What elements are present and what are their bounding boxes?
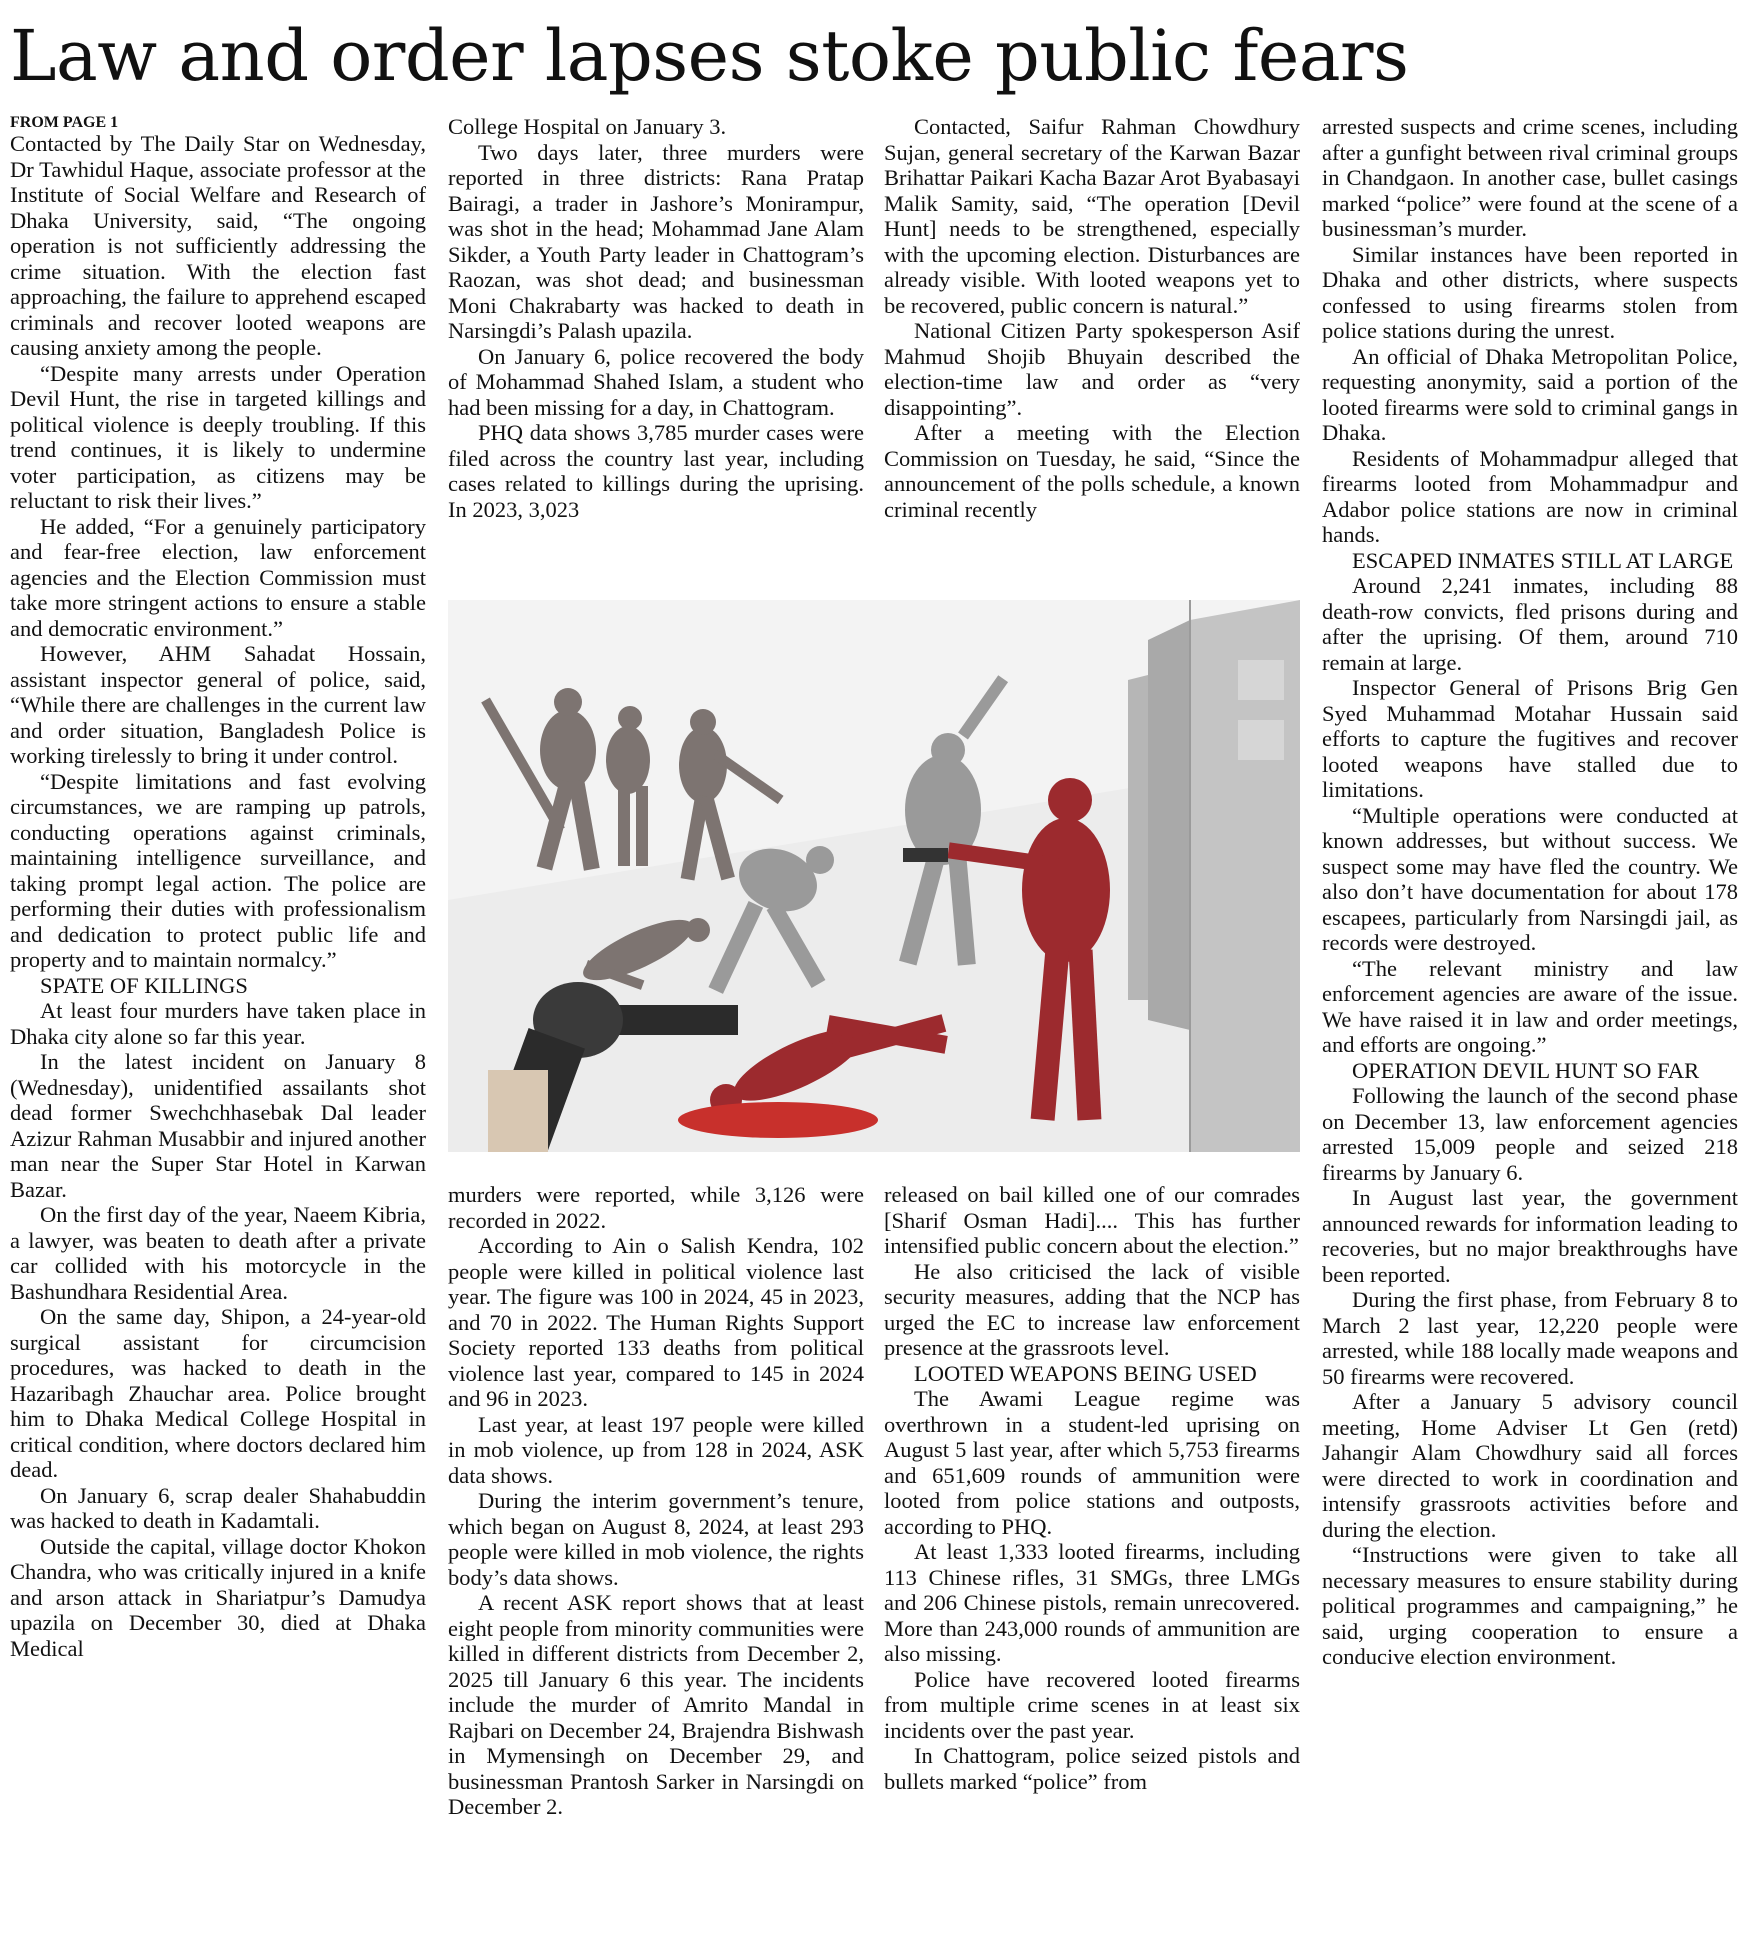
paragraph: On the first day of the year, Naeem Kibria, a lawyer, was beaten to death after a private car collided with his motorcycle in the Bashundhara Residential Area. <box>10 1202 426 1304</box>
paragraph: Similar instances have been reported in Dhaka and other districts, where suspects confessed to using firearms stolen from police stations during the unrest. <box>1322 241 1738 343</box>
paragraph: During the interim government’s tenure, which began on August 8, 2024, at least 293 people were killed in mob violence, the rights body’s data shows. <box>448 1488 864 1590</box>
paragraph: The Awami League regime was overthrown in a student-led uprising on August 5 last year, after which 5,753 firearms and 651,609 rounds of ammunition were looted from police stations and outposts, according to PHQ. <box>884 1386 1300 1539</box>
paragraph: In Chattogram, police seized pistols and bullets marked “police” from <box>884 1743 1300 1794</box>
paragraph: He added, “For a genuinely participatory and fear-free election, law enforcement agencies and the Election Commission must take more stringent actions to ensure a stable and democratic environment.” <box>10 513 426 641</box>
illustration-svg <box>448 600 1300 1152</box>
headline: Law and order lapses stoke public fears <box>10 15 1409 97</box>
paragraph: PHQ data shows 3,785 murder cases were filed across the country last year, including cases related to killings during the uprising. In 2023, 3,023 <box>448 420 864 522</box>
crime-scene-illustration <box>448 600 1300 1152</box>
paragraph: A recent ASK report shows that at least eight people from minority communities were killed in different districts from December 2, 2025 till January 6 this year. The incidents include the murder of Amrito Mandal in Rajbari on December 24, Brajendra Bishwash in Mymensingh on December 29, and businessman Prantosh Sarker in Narsingdi on December 2. <box>448 1590 864 1819</box>
paragraph: Last year, at least 197 people were killed in mob violence, up from 128 in 2024, ASK data shows. <box>448 1411 864 1488</box>
paragraph: Two days later, three murders were reported in three districts: Rana Pratap Bairagi, a trader in Jashore’s Monirampur, was shot in the head; Mohammad Jane Alam Sikder, a Youth Party leader in Chattogram’s Raozan, was shot dead; and businessman Moni Chakrabarty was hacked to death in Narsingdi’s Palash upazila. <box>448 139 864 343</box>
paragraph: According to Ain o Salish Kendra, 102 people were killed in political violence last year. The figure was 100 in 2024, 45 in 2023, and 70 in 2022. The Human Rights Support Society reported 133 deaths from political violence last year, compared to 145 in 2024 and 96 in 2023. <box>448 1233 864 1411</box>
paragraph: Around 2,241 inmates, including 88 death-row convicts, fled prisons during and after the uprising. Of them, around 710 remain at large. <box>1322 573 1738 675</box>
paragraph: “Instructions were given to take all necessary measures to ensure stability during political programmes and campaigning,” he said, urging cooperation to ensure a conducive election environment. <box>1322 1542 1738 1669</box>
subheading: SPATE OF KILLINGS <box>40 972 248 998</box>
article-column-2-bottom <box>448 1182 864 1934</box>
paragraph: After a January 5 advisory council meeting, Home Adviser Lt Gen (retd) Jahangir Alam Chowdhury said all forces were directed to work in coordination and intensify grassroots activities before and during the election. <box>1322 1389 1738 1542</box>
paragraph: “Despite many arrests under Operation Devil Hunt, the rise in targeted killings and political violence is deeply troubling. If this trend continues, it is likely to undermine voter participation, as citizens may be reluctant to risk their lives.” <box>10 360 426 513</box>
paragraph: An official of Dhaka Metropolitan Police, requesting anonymity, said a portion of the looted firearms were sold to criminal gangs in Dhaka. <box>1322 343 1738 445</box>
paragraph: At least 1,333 looted firearms, including 113 Chinese rifles, 31 SMGs, three LMGs and 206 Chinese pistols, remain unrecovered. More than 243,000 rounds of ammunition are also missing. <box>884 1539 1300 1666</box>
paragraph: Residents of Mohammadpur alleged that firearms looted from Mohammadpur and Adabor police stations are now in criminal hands. <box>1322 445 1738 547</box>
paragraph: “Multiple operations were conducted at known addresses, but without success. We suspect some may have fled the country. We also don’t have documentation for about 178 escapees, particularly from Narsingdi jail, as records were destroyed. <box>1322 802 1738 955</box>
paragraph: On the same day, Shipon, a 24-year-old surgical assistant for circumcision procedures, was hacked to death in the Hazaribagh Zhauchar area. Police brought him to Dhaka Medical College Hospital in critical condition, where doctors declared him dead. <box>10 1304 426 1482</box>
paragraph: In August last year, the government announced rewards for information leading to recoveries, but no major breakthroughs have been reported. <box>1322 1185 1738 1287</box>
paragraph: Following the launch of the second phase on December 13, law enforcement agencies arrested 15,009 people and seized 218 firearms by January 6. <box>1322 1083 1738 1185</box>
paragraph: He also criticised the lack of visible security measures, adding that the NCP has urged the EC to increase law enforcement presence at the grassroots level. <box>884 1258 1300 1360</box>
paragraph: During the first phase, from February 8 to March 2 last year, 12,220 people were arrested, while 188 locally made weapons and 50 firearms were recovered. <box>1322 1287 1738 1389</box>
paragraph: “Despite limitations and fast evolving circumstances, we are ramping up patrols, conducting operations against criminals, maintaining intelligence surveillance, and taking prompt legal action. The police are performing their duties with professionalism and dedication to protect public life and property and to maintain normalcy.” <box>10 768 426 972</box>
paragraph: At least four murders have taken place in Dhaka city alone so far this year. <box>10 998 426 1049</box>
paragraph: “The relevant ministry and law enforcement agencies are aware of the issue. We have raised it in law and order meetings, and efforts are ongoing.” <box>1322 955 1738 1057</box>
blood-pool-icon <box>678 1102 878 1138</box>
paragraph: However, AHM Sahadat Hossain, assistant inspector general of police, said, “While there are challenges in the current law and order situation, Bangladesh Police is working tirelessly to bring it under control. <box>10 641 426 768</box>
paragraph: In the latest incident on January 8 (Wednesday), unidentified assailants shot dead former Swechchhasebak Dal leader Azizur Rahman Musabbir and injured another man near the Super Star Hotel in Karwan Bazar. <box>10 1049 426 1202</box>
paragraph: Inspector General of Prisons Brig Gen Syed Muhammad Motahar Hussain said efforts to capture the fugitives and recover looted weapons have stalled due to limitations. <box>1322 675 1738 802</box>
paragraph: arrested suspects and crime scenes, including after a gunfight between rival criminal groups in Chandgaon. In another case, bullet casings marked “police” were found at the scene of a businessman’s murder. <box>1322 114 1738 241</box>
subheading: ESCAPED INMATES STILL AT LARGE <box>1352 547 1734 573</box>
article-column-3-top <box>884 114 1300 574</box>
article-column-4 <box>1322 114 1738 1934</box>
paragraph: Contacted by The Daily Star on Wednesday, Dr Tawhidul Haque, associate professor at the Institute of Social Welfare and Research of Dhaka University, said, “The ongoing operation is not sufficiently addressing the crime situation. With the election fast approaching, the failure to apprehend escaped criminals and recover looted weapons are causing anxiety among the people. <box>10 131 426 360</box>
paragraph: Police have recovered looted firearms from multiple crime scenes in at least six incidents over the past year. <box>884 1666 1300 1743</box>
subheading: LOOTED WEAPONS BEING USED <box>914 1360 1257 1386</box>
paragraph: Contacted, Saifur Rahman Chowdhury Sujan, general secretary of the Karwan Bazar Brihattar Paikari Kacha Bazar Arot Byabasayi Malik Samity, said, “The operation [Devil Hunt] needs to be strengthened, especially with the upcoming election. Disturbances are already visible. With looted weapons yet to be recovered, public concern is natural.” <box>884 114 1300 318</box>
paragraph: On January 6, scrap dealer Shahabuddin was hacked to death in Kadamtali. <box>10 1482 426 1533</box>
article-column-1 <box>10 114 426 1934</box>
paragraph: released on bail killed one of our comrades [Sharif Osman Hadi].... This has further intensified public concern about the election.” <box>884 1182 1300 1258</box>
article-column-2-top <box>448 114 864 574</box>
paragraph: Outside the capital, village doctor Khokon Chandra, who was critically injured in a knife and arson attack in Shariatpur’s Damudya upazila on December 30, died at Dhaka Medical <box>10 1533 426 1661</box>
subheading: OPERATION DEVIL HUNT SO FAR <box>1352 1057 1700 1083</box>
paragraph: College Hospital on January 3. <box>448 114 727 139</box>
paragraph: On January 6, police recovered the body of Mohammad Shahed Islam, a student who had been missing for a day, in Chattogram. <box>448 343 864 420</box>
kicker: FROM PAGE 1 <box>10 114 119 131</box>
paragraph: National Citizen Party spokesperson Asif Mahmud Shojib Bhuyain described the election-time law and order as “very disappointing”. <box>884 318 1300 420</box>
pistol-icon <box>903 848 948 862</box>
paragraph: After a meeting with the Election Commission on Tuesday, he said, “Since the announcement of the polls schedule, a known criminal recently <box>884 420 1300 522</box>
paragraph: murders were reported, while 3,126 were recorded in 2022. <box>448 1182 864 1233</box>
article-column-3-bottom <box>884 1182 1300 1934</box>
